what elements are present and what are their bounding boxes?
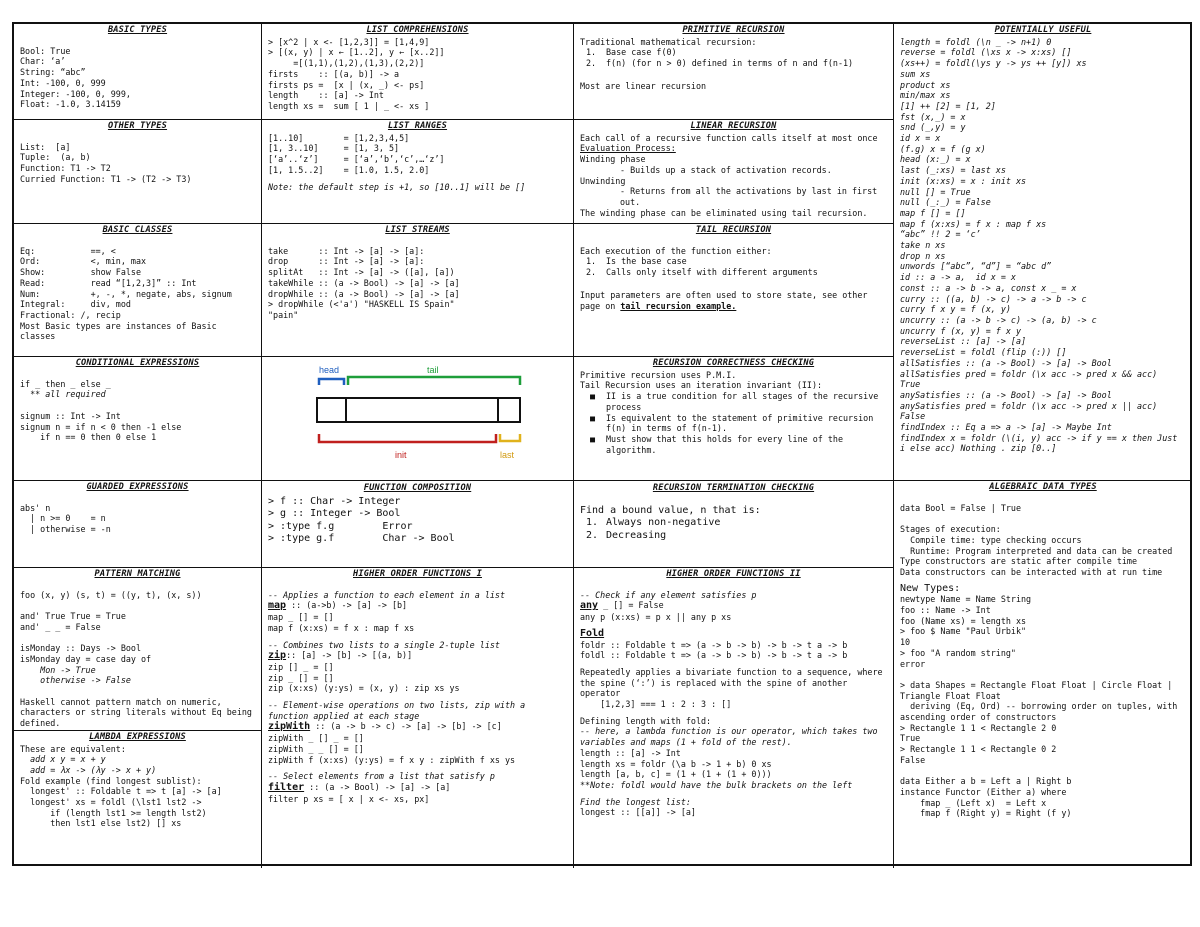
line: data Either a b = Left a | Right b — [900, 776, 1072, 787]
line: Each call of a recursive function calls itself at most once — [580, 132, 878, 143]
line: uncurry :: (a -> b -> c) -> (a, b) -> c — [900, 314, 1097, 325]
conditional-expressions-section — [14, 357, 262, 481]
line: Eq: ==, < — [20, 245, 116, 256]
comment: -- Element-wise operations on two lists, zip with a function applied at each stage — [268, 700, 531, 721]
line: map f (x:xs) = f x : map f xs — [268, 622, 415, 633]
section-title: OTHER TYPES — [107, 121, 168, 131]
line: unwords [“abc”, “d”] = “abc d” — [900, 261, 1052, 272]
line: True — [900, 733, 921, 744]
line: length xs = foldr (\a b -> 1 + b) 0 xs — [580, 758, 772, 769]
section-title: LIST COMPREHENSIONS — [366, 25, 469, 35]
comment: -- Select elements from a list that satisfy p — [268, 771, 495, 782]
section-title: RECURSION CORRECTNESS CHECKING — [652, 358, 815, 368]
line: zip [] _ = [] — [268, 661, 334, 672]
line: signum :: Int -> Int — [20, 410, 121, 421]
line: length :: [a] -> Int — [580, 747, 681, 758]
line: Ord: <, min, max — [20, 256, 147, 267]
function-composition-section — [262, 481, 574, 568]
linear-recursion-section — [574, 120, 894, 224]
line: uncurry f (x, y) = f x y — [900, 325, 1022, 336]
line: Int: -100, 0, 999 — [20, 77, 106, 88]
line: findIndex :: Eq a => a -> [a] -> Maybe Int — [900, 422, 1112, 433]
line: error — [900, 658, 926, 669]
list-streams-section — [262, 224, 574, 357]
line: anySatisfies pred = foldr (\x acc -> pred x || acc) — [900, 400, 1158, 411]
last-bracket — [500, 434, 520, 441]
section-title: PATTERN MATCHING — [94, 569, 181, 579]
line: Type constructors are static after compile time — [900, 556, 1137, 567]
higher-order-functions-2-section — [574, 568, 894, 868]
line: > Rectangle 1 1 < Rectangle 2 0 — [900, 722, 1057, 733]
line — [20, 600, 255, 611]
line: length = foldl (\n _ -> n+1) 0 — [900, 36, 1052, 47]
line: Fold example (find longest sublist): — [20, 775, 202, 786]
line: zipWith _ [] _ = [] — [268, 733, 364, 744]
line: curry f x y = f (x, y) — [900, 304, 1011, 315]
line: findIndex x = foldr (\(i, y) acc -> if y == x then Just — [900, 432, 1178, 443]
line: splitAt :: Int -> [a] -> ([a], [a]) — [268, 267, 455, 278]
note: Haskell cannot pattern match on numeric, characters or string literals without Eq being defined. — [20, 696, 257, 729]
line: longest' xs = foldl (\lst1 lst2 -> — [20, 797, 202, 808]
line: longest' :: Foldable t => t [a] -> [a] — [20, 786, 222, 797]
line: Tail Recursion uses an iteration invariant (II): — [580, 380, 823, 391]
line — [20, 633, 255, 644]
line: (xs++) = foldl(\ys y -> ys ++ [y]) xs — [900, 58, 1087, 69]
section-title: FUNCTION COMPOSITION — [363, 483, 472, 493]
adt-lines-2 — [900, 594, 1186, 819]
line: Tuple: (a, b) — [20, 152, 91, 163]
line: > Rectangle 1 1 < Rectangle 0 2 — [900, 744, 1057, 755]
line: Fractional: /, recip — [20, 309, 121, 320]
line — [900, 766, 1186, 777]
line: filter p xs = [ x | x <- xs, px] — [268, 793, 430, 804]
line: > g :: Integer -> Bool — [268, 508, 401, 520]
line: firsts :: [(a, b)] -> a — [268, 68, 400, 79]
line: List: [a] — [20, 141, 71, 152]
line: data Bool = False | True — [900, 502, 1022, 513]
line: length :: [a] -> Int — [268, 90, 384, 101]
line: isMonday :: Days -> Bool — [20, 643, 142, 654]
section-title: LINEAR RECURSION — [690, 121, 777, 131]
line: init (x:xs) = x : init xs — [900, 175, 1027, 186]
init-label: init — [395, 450, 407, 460]
line: foo (x, y) (s, t) = ((y, t), (x, s)) — [20, 589, 202, 600]
line: newtype Name = Name String — [900, 594, 1032, 605]
list-box — [317, 398, 520, 422]
line: [1..10] = [1,2,3,4,5] — [268, 132, 410, 143]
line: > :type g.f Char -> Bool — [268, 533, 455, 545]
line: "pain" — [268, 309, 299, 320]
line: if n == 0 then 0 else 1 — [20, 432, 157, 443]
line: null (_:_) = False — [900, 197, 991, 208]
section-title: LAMBDA EXPRESSIONS — [89, 731, 186, 742]
algebraic-data-types-section — [894, 481, 1192, 868]
line: [‘a’..‘z’] = [‘a’,‘b’,‘c’,…‘z’] — [268, 154, 445, 165]
list-item: Base case f(0) — [606, 47, 677, 58]
tail-recursion-example-link[interactable]: tail recursion example. — [620, 300, 737, 311]
line: isMonday day = case day of — [20, 653, 152, 664]
line — [900, 669, 1186, 680]
lambda-expressions-section — [14, 730, 261, 829]
adt-lines — [900, 503, 1186, 578]
line: map _ [] = [] — [268, 612, 334, 623]
tail-bracket — [348, 377, 520, 385]
signature: :: (a -> Bool) -> [a] -> [a] — [304, 781, 451, 792]
keyword: any — [580, 600, 599, 612]
line: Curried Function: T1 -> (T2 -> T3) — [20, 173, 192, 184]
head-bracket — [319, 379, 344, 385]
line: snd (_,y) = y — [900, 122, 966, 133]
bullet-item: Must show that this holds for every line of the algorithm. — [606, 433, 843, 455]
line: id :: a -> a, id x = x — [900, 272, 1016, 283]
line: [1, 3..10] = [1, 3, 5] — [268, 143, 400, 154]
line: foo (Name xs) = length xs — [900, 615, 1027, 626]
line — [20, 686, 255, 697]
line: Integer: -100, 0, 999, — [20, 88, 131, 99]
line: take n xs — [900, 240, 946, 251]
line: allSatisfies pred = foldr (\x acc -> pred x && acc) — [900, 368, 1158, 379]
tail-recursion-section: TAIL RECURSION Each execution of the function either: 1. Is the base case 2. Calls only itself with different arguments Input parameters are often used to store state, see other page on tail recursion example. — [574, 224, 894, 357]
line: Data constructors can be interacted with at run time — [900, 566, 1163, 577]
potentially-useful-section — [894, 24, 1192, 481]
line: > dropWhile (<'a') "HASKELL IS Spain" — [268, 299, 455, 310]
line: Primitive recursion uses P.M.I. — [580, 369, 737, 380]
line: length xs = sum [ 1 | _ <- xs ] — [268, 100, 430, 111]
line: firsts ps = [x | (x, _) <- ps] — [268, 79, 425, 90]
signature: :: (a->b) -> [a] -> [b] — [286, 600, 408, 611]
line: =[(1,1),(1,2),(1,3),(2,2)] — [268, 58, 425, 69]
line: (f.g) x = f (g x) — [900, 143, 986, 154]
keyword: filter — [268, 781, 305, 793]
line: add = λx -> (λy -> x + y) — [20, 764, 157, 775]
line: “abc” !! 2 = ‘c’ — [900, 229, 981, 240]
line: abs' n — [20, 502, 51, 513]
comment: -- Check if any element satisfies p — [580, 589, 757, 600]
line: reverseList :: [a] -> [a] — [900, 336, 1027, 347]
line: Integral: div, mod — [20, 299, 131, 310]
line: Show: show False — [20, 267, 142, 278]
line: zipWith f (x:xs) (y:ys) = f x y : zipWith f xs ys — [268, 754, 516, 765]
init-bracket — [319, 434, 496, 442]
line: instance Functor (Either a) where — [900, 786, 1067, 797]
list-parts-diagram — [262, 357, 574, 481]
line: deriving (Eq, Ord) -- borrowing order on tuples, with ascending order of constructors — [900, 701, 1183, 723]
bullet-item: II is a true condition for all stages of the recursive process — [606, 391, 879, 412]
line: Bool: True — [20, 45, 71, 56]
line: Find a bound value, n that is: — [580, 504, 761, 516]
line: Each execution of the function either: — [580, 245, 772, 256]
line: Repeatedly applies a bivariate function to a sequence, where the spine (‘:’) is replaced with the spine of another operator — [580, 666, 888, 699]
signature: :: (a -> b -> c) -> [a] -> [b] -> [c] — [310, 721, 502, 732]
line: 10 — [900, 637, 911, 648]
line: i else acc) Nothing . zip [0..] — [900, 443, 1057, 454]
comment: -- Combines two lists to a single 2-tuple list — [268, 639, 500, 650]
comment: -- Applies a function to each element in a list — [268, 589, 505, 600]
section-title: ALGEBRAIC DATA TYPES — [989, 482, 1097, 492]
list-comprehensions-section — [262, 24, 574, 120]
keyword: Fold — [580, 627, 605, 639]
list-item: Always non-negative — [606, 517, 721, 529]
line: fst (x,_) = x — [900, 111, 966, 122]
line: reverse = foldl (\xs x -> x:xs) [] — [900, 47, 1072, 58]
tail-label: tail — [427, 365, 439, 375]
line: map f [] = [] — [900, 207, 966, 218]
line: - Builds up a stack of activation records. — [620, 164, 832, 175]
recursion-correctness-section: RECURSION CORRECTNESS CHECKING Primitive recursion uses P.M.I. Tail Recursion uses an iteration invariant (II): ■ II is a true condition for all stages of the recursive process ■ Is equivalent to the statement of primitive recursion f(n) in terms of f(n-1). ■ Must show that this holds for every line of the algorithm. — [574, 357, 894, 481]
list-diagram-section — [262, 357, 574, 481]
section-title: BASIC CLASSES — [102, 225, 173, 235]
line: take :: Int -> [a] -> [a]: — [268, 245, 425, 256]
note: Most Basic types are instances of Basic classes — [20, 320, 222, 342]
line: curry :: ((a, b) -> c) -> a -> b -> c — [900, 293, 1087, 304]
list-item: f(n) (for n > 0) defined in terms of n and f(n-1) — [606, 58, 854, 69]
line: Stages of execution: — [900, 524, 1001, 535]
line: > [(x, y) | x ← [1..2], y ← [x..2]] — [268, 47, 445, 58]
signature: _ [] = False — [598, 600, 664, 611]
line: Find the longest list: — [580, 796, 691, 807]
line: Traditional mathematical recursion: — [580, 36, 757, 47]
signature: :: [a] -> [b] -> [(a, b)] — [286, 650, 413, 661]
line: zip _ [] = [] — [268, 672, 334, 683]
line: String: “abc” — [20, 67, 86, 78]
line: otherwise -> False — [20, 675, 131, 686]
line: id x = x — [900, 133, 941, 144]
note: Most are linear recursion — [580, 80, 707, 91]
section-title: PRIMITIVE RECURSION — [682, 25, 785, 35]
line: fmap f (Right y) = Right (f y) — [900, 808, 1072, 819]
comment: -- here, a lambda function is our operator, which takes two variables and maps (1 + fold of the rest). — [580, 726, 883, 748]
line: [1,2,3] === 1 : 2 : 3 : [] — [580, 699, 732, 710]
line: takeWhile :: (a -> Bool) -> [a] -> [a] — [268, 277, 460, 288]
list-item: Is the base case — [606, 256, 687, 267]
line: foo :: Name -> Int — [900, 605, 991, 616]
section-title: LIST STREAMS — [385, 225, 450, 235]
line: Winding phase — [580, 154, 646, 165]
line: > [x^2 | x <- [1,2,3]] = [1,4,9] — [268, 36, 430, 47]
keyword: zip — [268, 650, 287, 662]
line: False — [900, 754, 926, 765]
bullet-item: Is equivalent to the statement of primitive recursion f(n) in terms of f(n-1). — [606, 412, 874, 434]
line: signum n = if n < 0 then -1 else — [20, 421, 182, 432]
recursion-termination-section: RECURSION TERMINATION CHECKING Find a bound value, n that is: 1. Always non-negative 2. Decreasing — [574, 481, 894, 568]
line: longest :: [[a]] -> [a] — [580, 807, 696, 818]
line: > data Shapes = Rectangle Float Float | Circle Float | Triangle Float Float — [900, 679, 1178, 701]
line: any p (x:xs) = p x || any p xs — [580, 612, 732, 623]
cheat-sheet — [12, 22, 1192, 866]
other-types-section — [14, 120, 262, 224]
line: foldr :: Foldable t => (a -> b -> b) -> b -> t a -> b — [580, 639, 848, 650]
line: - Returns from all the activations by last in first out. — [620, 186, 878, 207]
line: ** all required — [20, 389, 106, 400]
line — [20, 400, 255, 411]
list-item: Decreasing — [606, 529, 667, 541]
head-label: head — [319, 365, 340, 375]
line: Unwinding — [580, 175, 626, 186]
line: Read: read “[1,2,3]” :: Int — [20, 277, 197, 288]
line: | n >= 0 = n — [20, 513, 106, 524]
keyword: map — [268, 600, 287, 612]
line: Function: T1 -> T2 — [20, 163, 111, 174]
line: Evaluation Process: — [580, 143, 676, 154]
section-title: BASIC TYPES — [107, 25, 168, 35]
line: drop n xs — [900, 250, 946, 261]
line: then lst1 else lst2) [] xs — [20, 818, 182, 829]
line: null [] = True — [900, 186, 971, 197]
higher-order-functions-1-section — [262, 568, 574, 868]
section-title: RECURSION TERMINATION CHECKING — [652, 483, 815, 493]
section-title: TAIL RECURSION — [695, 225, 772, 235]
line: Char: ‘a’ — [20, 56, 66, 67]
potentially-useful-lines — [900, 37, 1186, 454]
line: Mon -> True — [20, 664, 96, 675]
line: | otherwise = -n — [20, 524, 111, 535]
line: length [a, b, c] = (1 + (1 + (1 + 0))) — [580, 769, 772, 780]
list-ranges-section — [262, 120, 574, 224]
line: drop :: Int -> [a] -> [a]: — [268, 256, 425, 267]
note: The winding phase can be eliminated using tail recursion. — [580, 207, 868, 218]
guarded-expressions-section — [14, 481, 262, 568]
line: last (_:xs) = last xs — [900, 165, 1006, 176]
note: **Note: foldl would have the bulk brackets on the left — [580, 779, 853, 790]
list-item: Calls only itself with different arguments — [606, 267, 818, 278]
keyword: zipWith — [268, 721, 311, 733]
line: > f :: Char -> Integer — [268, 495, 401, 507]
line: [1, 1.5..2] = [1.0, 1.5, 2.0] — [268, 164, 430, 175]
line: True — [900, 379, 921, 390]
pattern-matching-section — [14, 568, 262, 868]
line: product xs — [900, 79, 951, 90]
line: min/max xs — [900, 90, 951, 101]
line: dropWhile :: (a -> Bool) -> [a] -> [a] — [268, 288, 460, 299]
line: [1] ++ [2] = [1, 2] — [900, 100, 996, 111]
line: head (x:_) = x — [900, 154, 971, 165]
note: Note: the default step is +1, so [10..1] will be [] — [268, 181, 526, 192]
line: Float: -1.0, 3.14159 — [20, 99, 121, 110]
line: and' _ _ = False — [20, 621, 101, 632]
line: anySatisfies :: (a -> Bool) -> [a] -> Bool — [900, 389, 1112, 400]
section-title: HIGHER ORDER FUNCTIONS I — [353, 569, 482, 579]
line: zip (x:xs) (y:ys) = (x, y) : zip xs ys — [268, 683, 460, 694]
line: Num: +, -, *, negate, abs, signum — [20, 288, 232, 299]
line: if _ then _ else _ — [20, 378, 111, 389]
section-title: POTENTIALLY USEFUL — [994, 25, 1092, 35]
line: False — [900, 411, 926, 422]
basic-types-section — [14, 24, 262, 120]
line: Defining length with fold: — [580, 715, 712, 726]
line: foldl :: Foldable t => (a -> b -> b) -> b -> t a -> b — [580, 650, 848, 661]
section-title: LIST RANGES — [387, 121, 448, 131]
line: and' True True = True — [20, 611, 126, 622]
primitive-recursion-section: PRIMITIVE RECURSION Traditional mathematical recursion: 1. Base case f(0) 2. f(n) (for n > 0) defined in terms of n and f(n-1) Most are linear recursion — [574, 24, 894, 120]
section-title: GUARDED EXPRESSIONS — [86, 482, 189, 492]
note: Input parameters are often used to store state, see other page on — [580, 289, 868, 311]
line: zipWith _ _ [] = [] — [268, 743, 364, 754]
line: These are equivalent: — [20, 743, 126, 754]
line: Runtime: Program interpreted and data can be created — [900, 545, 1173, 556]
line: sum xs — [900, 68, 931, 79]
basic-classes-section — [14, 224, 262, 357]
line: > foo "A random string" — [900, 647, 1016, 658]
line: > foo $ Name "Paul Urbik" — [900, 626, 1027, 637]
line: reverseList = foldl (flip (:)) [] — [900, 347, 1067, 358]
line: if (length lst1 >= length lst2) — [20, 807, 207, 818]
new-types-heading: New Types: — [900, 582, 961, 594]
line: add x y = x + y — [20, 754, 106, 765]
line: > :type f.g Error — [268, 520, 413, 532]
line: fmap _ (Left x) = Left x — [900, 797, 1047, 808]
line — [900, 513, 1186, 524]
line: allSatisfies :: (a -> Bool) -> [a] -> Bool — [900, 357, 1112, 368]
section-title: HIGHER ORDER FUNCTIONS II — [666, 569, 801, 579]
line: map f (x:xs) = f x : map f xs — [900, 218, 1047, 229]
section-title: CONDITIONAL EXPRESSIONS — [75, 358, 200, 368]
line: const :: a -> b -> a, const x _ = x — [900, 282, 1077, 293]
last-label: last — [500, 450, 515, 460]
line: Compile time: type checking occurs — [900, 534, 1082, 545]
